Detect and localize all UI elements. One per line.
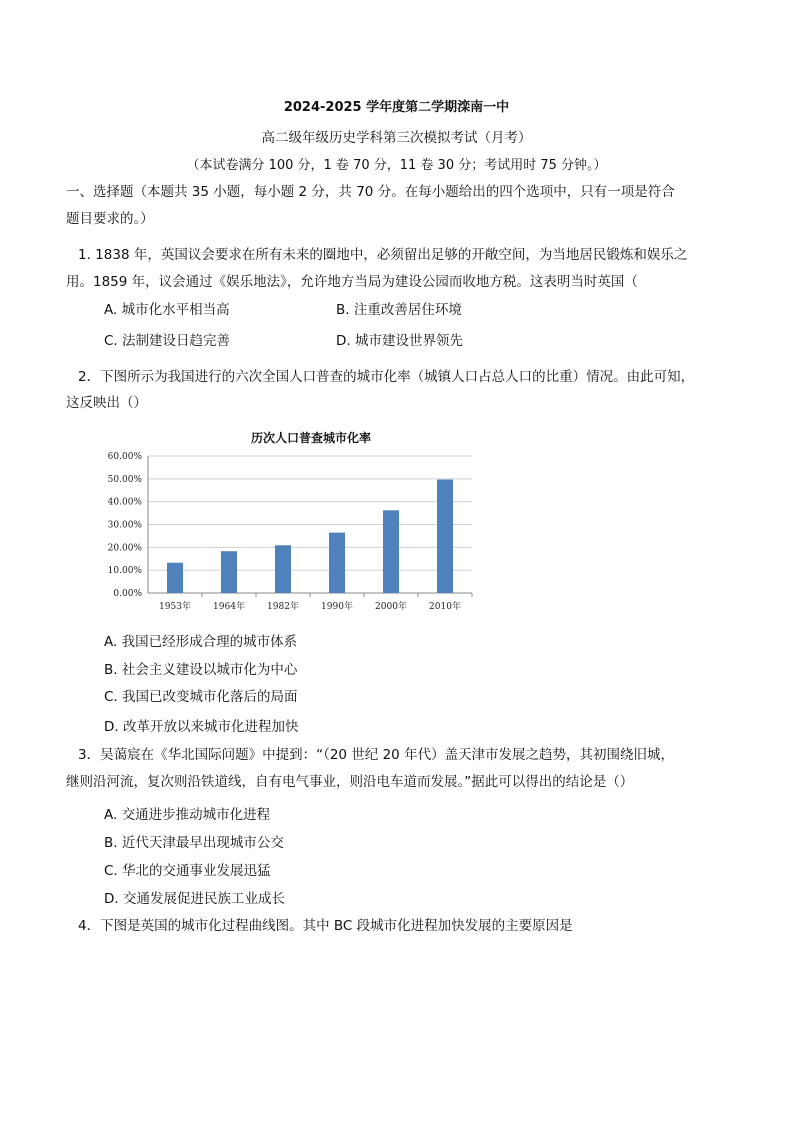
y-tick-label: 30.00% <box>107 520 142 531</box>
q3-option-d[interactable]: D. 交通发展促进民族工业成长 <box>104 891 285 907</box>
x-tick-label: 2010年 <box>429 602 461 612</box>
x-tick-label: 1982年 <box>267 602 299 612</box>
chart-title: 历次人口普查城市化率 <box>250 431 371 445</box>
q2-stem-line2: 这反映出（） <box>66 395 147 411</box>
q1-option-a[interactable]: A. 城市化水平相当高 <box>104 302 230 318</box>
q3-option-b[interactable]: B. 近代天津最早出现城市公交 <box>104 835 284 851</box>
x-tick-label: 2000年 <box>375 602 407 612</box>
bar-2000年 <box>383 510 399 593</box>
section-instruction-line2: 题目要求的。） <box>66 211 154 227</box>
q1-stem-line2: 用。1859 年，议会通过《娱乐地法》，允许地方当局为建设公园而收地方税。这表明当时英国（ <box>66 274 638 290</box>
bar-1964年 <box>221 551 237 593</box>
section-instruction-line1: 一、选择题（本题共 35 小题，每小题 2 分，共 70 分。在每小题给出的四个选项中，只有一项是符合 <box>66 184 675 200</box>
y-tick-label: 0.00% <box>113 589 142 599</box>
exam-note: （本试卷满分 100 分，1 卷 70 分，11 卷 30 分；考试用时 75 分钟。） <box>186 158 607 173</box>
bar-2010年 <box>437 480 453 593</box>
q3-option-c[interactable]: C. 华北的交通事业发展迅猛 <box>104 863 271 879</box>
q1-stem-line1: 1. 1838 年，英国议会要求在所有未来的圈地中，必须留出足够的开敞空间，为当地居民锻炼和娱乐之 <box>78 247 688 263</box>
y-tick-label: 50.00% <box>107 474 142 485</box>
q2-stem-line1: 2．下图所示为我国进行的六次全国人口普查的城市化率（城镇人口占总人口的比重）情况。由此可知， <box>78 369 695 385</box>
y-tick-label: 20.00% <box>107 543 142 554</box>
y-tick-label: 60.00% <box>107 452 142 462</box>
q4-stem-line1: 4．下图是英国的城市化过程曲线图。其中 BC 段城市化进程加快发展的主要原因是 <box>78 918 573 934</box>
bar-1982年 <box>275 545 291 593</box>
bar-1990年 <box>329 533 345 593</box>
x-tick-label: 1990年 <box>321 602 353 612</box>
q2-option-d[interactable]: D. 改革开放以来城市化进程加快 <box>104 719 299 735</box>
q1-option-c[interactable]: C. 法制建设日趋完善 <box>104 333 231 349</box>
q3-stem-line2: 继则沿河流，复次则沿铁道线，自有电气事业，则沿电车道而发展。”据此可以得出的结论是（） <box>66 774 634 790</box>
q3-stem-line1: 3．吴蔼宸在《华北国际问题》中提到：“（20 世纪 20 年代）盖天津市发展之趋势，其初围绕旧城， <box>78 747 675 763</box>
y-tick-label: 10.00% <box>107 566 142 577</box>
q2-option-b[interactable]: B. 社会主义建设以城市化为中心 <box>104 662 298 678</box>
q1-option-d[interactable]: D. 城市建设世界领先 <box>336 333 463 349</box>
urbanization-bar-chart <box>0 448 793 648</box>
q3-option-a[interactable]: A. 交通进步推动城市化进程 <box>104 807 271 823</box>
x-tick-label: 1964年 <box>213 602 245 612</box>
x-tick-label: 1953年 <box>159 602 191 612</box>
q2-option-c[interactable]: C. 我国已改变城市化落后的局面 <box>104 689 298 705</box>
bar-1953年 <box>167 563 183 593</box>
q2-option-a[interactable]: A. 我国已经形成合理的城市体系 <box>104 634 298 650</box>
school-title: 2024-2025 学年度第二学期滦南一中 <box>283 100 510 115</box>
y-tick-label: 40.00% <box>107 497 142 508</box>
q1-option-b[interactable]: B. 注重改善居住环境 <box>336 302 462 318</box>
exam-title: 高二级年级历史学科第三次模拟考试（月考） <box>261 130 532 146</box>
